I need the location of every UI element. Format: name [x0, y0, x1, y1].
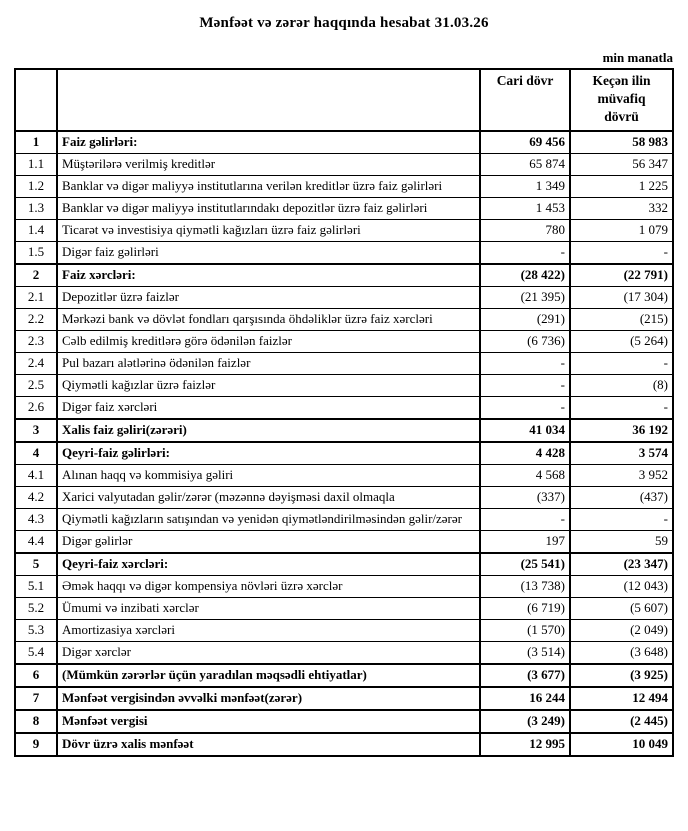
table-row	[15, 664, 673, 687]
row-current-value-cell: 4 428	[480, 442, 570, 465]
row-current-value-cell: -	[480, 242, 570, 265]
row-number-cell: 4.2	[15, 487, 57, 509]
row-previous-value-cell: 3 952	[570, 465, 673, 487]
row-current-value-cell: (337)	[480, 487, 570, 509]
row-label-cell: Faiz xərcləri:	[57, 264, 480, 287]
row-current-value-cell: (1 570)	[480, 620, 570, 642]
row-current-value-cell: 4 568	[480, 465, 570, 487]
header-previous-period-label: Keçən ilin müvafiq dövrü	[592, 73, 651, 124]
row-label-cell: Xarici valyutadan gəlir/zərər (məzənnə dəyişməsi daxil olmaqla	[57, 487, 480, 509]
row-current-value-cell: (6 736)	[480, 331, 570, 353]
row-number-cell: 2	[15, 264, 57, 287]
table-row	[15, 176, 673, 198]
table-row	[15, 733, 673, 756]
row-number-cell: 2.6	[15, 397, 57, 420]
row-current-value-cell: -	[480, 353, 570, 375]
header-current-period: Cari dövr	[480, 69, 570, 131]
header-previous-period	[570, 69, 673, 131]
row-number-cell: 7	[15, 687, 57, 710]
table-row	[15, 642, 673, 665]
row-current-value-cell: (13 738)	[480, 576, 570, 598]
row-previous-value-cell: 56 347	[570, 154, 673, 176]
row-current-value-cell: 16 244	[480, 687, 570, 710]
row-number-cell: 5.2	[15, 598, 57, 620]
row-previous-value-cell: 12 494	[570, 687, 673, 710]
row-label-cell: Müştərilərə verilmiş kreditlər	[57, 154, 480, 176]
row-current-value-cell: 65 874	[480, 154, 570, 176]
table-row	[15, 442, 673, 465]
table-row	[15, 287, 673, 309]
table-row	[15, 154, 673, 176]
table-row	[15, 553, 673, 576]
row-current-value-cell: 69 456	[480, 131, 570, 154]
row-label-cell: Qiymətli kağızlar üzrə faizlər	[57, 375, 480, 397]
row-number-cell: 2.4	[15, 353, 57, 375]
row-previous-value-cell: (5 264)	[570, 331, 673, 353]
row-current-value-cell: (3 677)	[480, 664, 570, 687]
row-label-cell: Xalis faiz gəliri(zərəri)	[57, 419, 480, 442]
row-label-cell: Əmək haqqı və digər kompensiya növləri üzrə xərclər	[57, 576, 480, 598]
table-row	[15, 264, 673, 287]
row-previous-value-cell: (22 791)	[570, 264, 673, 287]
header-label-col	[57, 69, 480, 131]
row-previous-value-cell: 58 983	[570, 131, 673, 154]
header-row	[15, 69, 673, 131]
units-note: min manatla	[602, 50, 673, 65]
table-row	[15, 509, 673, 531]
row-number-cell: 1.5	[15, 242, 57, 265]
table-row	[15, 220, 673, 242]
row-number-cell: 6	[15, 664, 57, 687]
row-label-cell: Digər faiz gəlirləri	[57, 242, 480, 265]
row-number-cell: 4.4	[15, 531, 57, 554]
row-number-cell: 5.4	[15, 642, 57, 665]
row-current-value-cell: 41 034	[480, 419, 570, 442]
row-label-cell: (Mümkün zərərlər üçün yaradılan məqsədli ehtiyatlar)	[57, 664, 480, 687]
row-number-cell: 1.4	[15, 220, 57, 242]
row-label-cell: Ticarət və investisiya qiymətli kağızları üzrə faiz gəlirləri	[57, 220, 480, 242]
row-previous-value-cell: 1 225	[570, 176, 673, 198]
row-current-value-cell: -	[480, 397, 570, 420]
row-current-value-cell: 12 995	[480, 733, 570, 756]
row-current-value-cell: 780	[480, 220, 570, 242]
row-previous-value-cell: -	[570, 509, 673, 531]
row-label-cell: Mərkəzi bank və dövlət fondları qarşısında öhdəliklər üzrə faiz xərcləri	[57, 309, 480, 331]
table-row	[15, 419, 673, 442]
row-label-cell: Digər xərclər	[57, 642, 480, 665]
row-previous-value-cell: (3 925)	[570, 664, 673, 687]
row-previous-value-cell: 10 049	[570, 733, 673, 756]
row-previous-value-cell: (17 304)	[570, 287, 673, 309]
row-label-cell: Mənfəət vergisi	[57, 710, 480, 733]
row-label-cell: Banklar və digər maliyyə institutlarındakı depozitlər üzrə faiz gəlirləri	[57, 198, 480, 220]
row-previous-value-cell: 59	[570, 531, 673, 554]
row-current-value-cell: (21 395)	[480, 287, 570, 309]
row-number-cell: 2.1	[15, 287, 57, 309]
row-previous-value-cell: (437)	[570, 487, 673, 509]
row-label-cell: Dövr üzrə xalis mənfəət	[57, 733, 480, 756]
row-number-cell: 3	[15, 419, 57, 442]
row-current-value-cell: (6 719)	[480, 598, 570, 620]
table-row	[15, 331, 673, 353]
row-previous-value-cell: (23 347)	[570, 553, 673, 576]
row-number-cell: 2.5	[15, 375, 57, 397]
row-number-cell: 2.2	[15, 309, 57, 331]
report-table-body	[15, 131, 673, 756]
table-row	[15, 375, 673, 397]
row-label-cell: Digər faiz xərcləri	[57, 397, 480, 420]
row-number-cell: 2.3	[15, 331, 57, 353]
row-current-value-cell: 1 453	[480, 198, 570, 220]
row-current-value-cell: 197	[480, 531, 570, 554]
row-label-cell: Banklar və digər maliyyə institutlarına verilən kreditlər üzrə faiz gəlirləri	[57, 176, 480, 198]
table-header	[15, 69, 673, 131]
row-previous-value-cell: 3 574	[570, 442, 673, 465]
row-number-cell: 1.3	[15, 198, 57, 220]
row-number-cell: 1	[15, 131, 57, 154]
row-label-cell: Mənfəət vergisindən əvvəlki mənfəət(zərər)	[57, 687, 480, 710]
table-row	[15, 242, 673, 265]
row-label-cell: Qeyri-faiz xərcləri:	[57, 553, 480, 576]
row-number-cell: 1.2	[15, 176, 57, 198]
row-previous-value-cell: (215)	[570, 309, 673, 331]
row-label-cell: Digər gəlirlər	[57, 531, 480, 554]
row-previous-value-cell: -	[570, 397, 673, 420]
row-current-value-cell: -	[480, 509, 570, 531]
row-previous-value-cell: 36 192	[570, 419, 673, 442]
table-row	[15, 710, 673, 733]
row-current-value-cell: (28 422)	[480, 264, 570, 287]
table-row	[15, 598, 673, 620]
row-current-value-cell: (3 249)	[480, 710, 570, 733]
row-number-cell: 9	[15, 733, 57, 756]
table-row	[15, 198, 673, 220]
row-number-cell: 8	[15, 710, 57, 733]
row-label-cell: Ümumi və inzibati xərclər	[57, 598, 480, 620]
row-label-cell: Pul bazarı alətlərinə ödənilən faizlər	[57, 353, 480, 375]
row-previous-value-cell: (2 049)	[570, 620, 673, 642]
table-row	[15, 487, 673, 509]
row-previous-value-cell: -	[570, 353, 673, 375]
row-previous-value-cell: (3 648)	[570, 642, 673, 665]
row-number-cell: 1.1	[15, 154, 57, 176]
row-current-value-cell: -	[480, 375, 570, 397]
row-number-cell: 4.1	[15, 465, 57, 487]
row-previous-value-cell: (8)	[570, 375, 673, 397]
row-number-cell: 5	[15, 553, 57, 576]
row-label-cell: Qiymətli kağızların satışından və yenidən qiymətləndirilməsindən gəlir/zərər	[57, 509, 480, 531]
table-row	[15, 131, 673, 154]
row-label-cell: Amortizasiya xərcləri	[57, 620, 480, 642]
table-row	[15, 531, 673, 554]
row-current-value-cell: 1 349	[480, 176, 570, 198]
table-row	[15, 397, 673, 420]
row-label-cell: Faiz gəlirləri:	[57, 131, 480, 154]
table-row	[15, 353, 673, 375]
row-previous-value-cell: -	[570, 242, 673, 265]
row-label-cell: Cəlb edilmiş kreditlərə görə ödənilən faizlər	[57, 331, 480, 353]
row-number-cell: 4.3	[15, 509, 57, 531]
row-number-cell: 4	[15, 442, 57, 465]
row-previous-value-cell: (5 607)	[570, 598, 673, 620]
row-current-value-cell: (291)	[480, 309, 570, 331]
profit-loss-table	[14, 68, 674, 757]
row-previous-value-cell: 1 079	[570, 220, 673, 242]
row-number-cell: 5.3	[15, 620, 57, 642]
row-current-value-cell: (3 514)	[480, 642, 570, 665]
row-label-cell: Qeyri-faiz gəlirləri:	[57, 442, 480, 465]
header-number-col	[15, 69, 57, 131]
report-title: Mənfəət və zərər haqqında hesabat 31.03.26	[199, 15, 489, 31]
table-row	[15, 687, 673, 710]
row-label-cell: Alınan haqq və kommisiya gəliri	[57, 465, 480, 487]
row-previous-value-cell: (2 445)	[570, 710, 673, 733]
row-current-value-cell: (25 541)	[480, 553, 570, 576]
row-previous-value-cell: (12 043)	[570, 576, 673, 598]
table-row	[15, 576, 673, 598]
row-label-cell: Depozitlər üzrə faizlər	[57, 287, 480, 309]
table-row	[15, 309, 673, 331]
table-row	[15, 620, 673, 642]
table-row	[15, 465, 673, 487]
row-previous-value-cell: 332	[570, 198, 673, 220]
row-number-cell: 5.1	[15, 576, 57, 598]
